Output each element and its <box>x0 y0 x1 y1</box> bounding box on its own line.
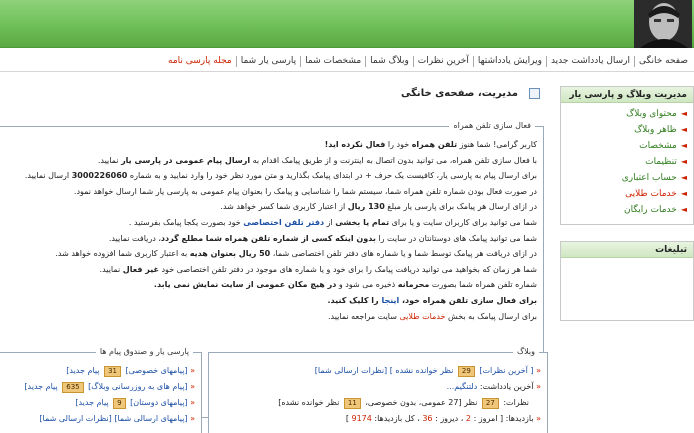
arrow-icon: « <box>190 398 195 407</box>
mobile-activation-text <box>9 137 537 324</box>
blog-management-title: مدیریت وبلاگ و پارسی یار <box>561 87 693 103</box>
weblog-legend: وبلاگ <box>513 347 539 356</box>
arrow-icon: ◄ <box>680 109 687 118</box>
blog-management-list <box>561 103 693 224</box>
gold-services-link[interactable]: خدمات طلایی <box>399 311 446 321</box>
personal-phonebook-link[interactable]: دفتر تلفن اختصاصی <box>243 217 325 227</box>
right-sidebar <box>560 86 694 337</box>
paragraph: شما می توانید برای کاربران سایت و یا برای تمام یا بخشی از دفتر تلفن اختصاصی خود بصورت یکجا پیامک بفرستید . <box>128 217 537 227</box>
count-badge: 31 <box>104 366 121 377</box>
sidebar-item-settings[interactable]: ◄تنظیمات <box>645 157 687 167</box>
friends-messages-link[interactable]: [پیامهای دوستان] <box>130 398 188 407</box>
arrow-icon: ◄ <box>680 125 687 134</box>
arrow-icon: ◄ <box>680 157 687 166</box>
paragraph: برای ارسال پیام به پارسی یار، کافیست یک حرف + در ابتدای پیامک بگذارید و متن مورد نظر خود را وارد نمایید و به شماره 3000226060 ارسال نمایید. <box>24 171 537 181</box>
list-item <box>4 411 195 427</box>
arrow-icon: ◄ <box>680 189 687 198</box>
nav-home[interactable]: صفحه خانگی <box>634 56 692 67</box>
page-icon <box>529 88 540 99</box>
sidebar-item-blog-content[interactable]: ◄محتوای وبلاگ <box>626 109 687 119</box>
sidebar-item-profile[interactable]: ◄مشخصات <box>639 141 687 151</box>
arrow-icon: ◄ <box>680 141 687 150</box>
nav-your-profile[interactable]: مشخصات شما <box>300 56 365 67</box>
paragraph: شما هر زمان که بخواهید می توانید دریافت پیامک را برای خود و یا شماره های موجود در دفتر تلفن اختصاصی خود غیر فعال نمایید. <box>99 264 537 274</box>
paragraph: در صورت فعال بودن شماره تلفن همراه شما، سیستم شما را شناسایی و پیامک را بعنوان پیام عمومی به پارسی یار شما ارسال خواهد نمود. <box>73 186 537 196</box>
page-header <box>0 84 548 104</box>
list-item: « [پیام های به روزرسانی وبلاگ] 635 پیام جدید] <box>24 382 195 391</box>
count-badge: 29 <box>458 366 475 377</box>
top-navigation <box>0 50 694 72</box>
ads-box <box>560 241 694 321</box>
mobile-activation-legend: فعال سازی تلفن همراه <box>449 121 535 130</box>
paragraph: شما می توانید پیامک های دوستانتان در سایت را بدون اینکه کسی از شماره تلفن همراه شما مطلع گردد، دریافت نمایید. <box>108 233 537 243</box>
nav-your-blog[interactable]: وبلاگ شما <box>365 56 413 67</box>
paragraph: در ازای ارسال هر پیامک برای پارسی یار مبلغ 130 ریال از اعتبار کاربری شما کسر خواهد شد. <box>220 202 537 212</box>
activate-here-link[interactable]: اینجا <box>381 295 400 305</box>
nav-new-post[interactable]: ارسال یادداشت جدید <box>546 56 634 67</box>
sidebar-item-free-services[interactable]: ◄خدمات رایگان <box>623 205 687 215</box>
count-badge: 11 <box>344 398 361 409</box>
sent-comments-link[interactable]: ] [نظرات ارسالی شما] <box>314 366 393 375</box>
nav-latest-comments[interactable]: آخرین نظرات <box>413 56 473 67</box>
count-badge: 635 <box>62 382 83 393</box>
sidebar-item-gold-services[interactable]: ◄خدمات طلایی <box>625 189 687 199</box>
sent-messages-link[interactable]: [پیامهای ارسالی شما] <box>114 414 188 423</box>
latest-post-link[interactable]: دلتنگیم... <box>446 382 478 391</box>
latest-comments-link[interactable]: [ آخرین نظرات] <box>479 366 534 375</box>
paragraph: برای فعال سازی تلفن همراه خود، اینجا را کلیک کنید. <box>327 295 537 305</box>
sidebar-item-blog-theme[interactable]: ◄ظاهر وبلاگ <box>634 125 687 135</box>
header-banner <box>0 0 694 48</box>
list-item: « بازدیدها: [ امروز : 2 ، دیروز : 36 ، کل بازدیدها: 9174 ] <box>345 414 541 423</box>
arrow-icon: « <box>190 366 195 375</box>
nav-edit-posts[interactable]: ویرایش یادداشتها <box>473 56 546 67</box>
private-messages-link[interactable]: [پیامهای خصوصی] <box>125 366 188 375</box>
avatar <box>634 0 692 48</box>
arrow-icon: « <box>536 382 541 391</box>
paragraph: در ازای دریافت هر پیامک توسط شما و یا شماره های دفتر تلفن اختصاصی شما، 50 ریال بعنوان هدیه به اعتبار کاربری شما افزوده خواهد شد. <box>55 249 537 259</box>
arrow-icon: « <box>536 366 541 375</box>
arrow-icon: « <box>536 414 541 423</box>
nav-your-parsiyar[interactable]: پارسی یار شما <box>236 56 300 67</box>
arrow-icon: « <box>190 414 195 423</box>
paragraph: کاربر گرامی! شما هنوز تلفن همراه خود را فعال نکرده اید! <box>324 140 537 149</box>
page-title: مدیریت، صفحه‌ی خانگی <box>401 88 518 99</box>
arrow-icon: ◄ <box>680 173 687 182</box>
parsiyar-messages-box <box>0 347 202 433</box>
unread-comments-link[interactable]: نظر خوانده نشده <box>395 366 454 375</box>
arrow-icon: « <box>190 382 195 391</box>
count-badge: 27 <box>482 398 499 409</box>
weblog-box <box>208 347 548 433</box>
paragraph: برای ارسال پیامک به بخش خدمات طلایی سایت مراجعه نمایید. <box>327 311 537 321</box>
nav-parsinameh-magazine[interactable]: مجله پارسی نامه <box>168 55 232 66</box>
main-content <box>0 84 548 321</box>
parsiyar-legend: پارسی یار و صندوق پیام ها <box>96 347 193 356</box>
count-badge: 9 <box>113 398 125 409</box>
list-item: نظرات: 27 نظر [27 عمومی، بدون خصوصی، 11 نظر خوانده نشده] <box>278 398 529 407</box>
sent-comments-link[interactable]: [نظرات ارسالی شما] <box>39 414 112 423</box>
sidebar-item-credit-account[interactable]: ◄حساب اعتباری <box>621 173 687 183</box>
blog-management-box <box>560 86 694 225</box>
list-item: « [پیامهای دوستان] 9 پیام جدید] <box>75 398 195 407</box>
arrow-icon: ◄ <box>680 205 687 214</box>
paragraph: با فعال سازی تلفن همراه، می توانید بدون اتصال به اینترنت و از طریق پیامک اقدام به ارسال پیام عمومی در پارسی یار نمایید. <box>97 155 537 165</box>
list-item: « [پیامهای خصوصی] 31 پیام جدید] <box>66 366 195 375</box>
ads-title: تبلیغات <box>561 242 693 258</box>
list-item: « آخرین یادداشت: دلتنگیم... <box>446 382 541 391</box>
paragraph: شماره تلفن همراه شما بصورت محرمانه ذخیره می شود و در هیچ مکان عمومی از سایت نمایش نمی یابد. <box>153 280 537 290</box>
blog-update-messages-link[interactable]: [پیام های به روزرسانی وبلاگ] <box>88 382 188 391</box>
list-item <box>213 363 541 379</box>
